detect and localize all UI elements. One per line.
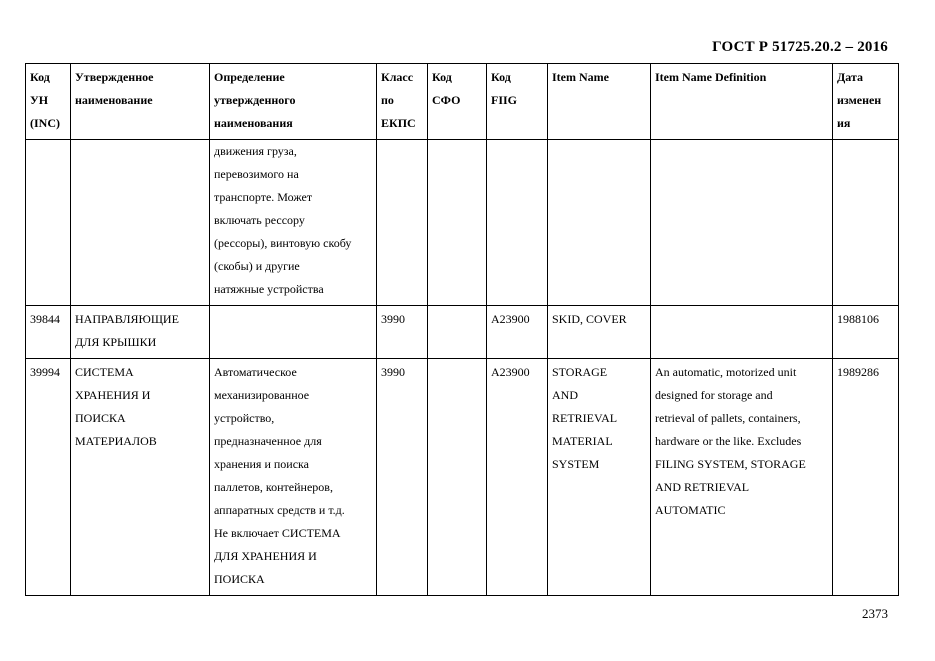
cell-definition: движения груза, перевозимого на транспорте. Может включать рессору (рессоры), винтовую скобу (скобы) и другие натяжные устройства xyxy=(210,140,377,306)
cell-name: НАПРАВЛЯЮЩИЕ ДЛЯ КРЫШКИ xyxy=(71,306,210,359)
cell-class: 3990 xyxy=(377,359,428,596)
document-title: ГОСТ Р 51725.20.2 – 2016 xyxy=(712,39,888,55)
cell-item-definition xyxy=(651,306,833,359)
table-row xyxy=(26,306,899,359)
cell-sfo xyxy=(428,306,487,359)
header-fiig: Код FIIG xyxy=(487,64,548,140)
cell-class: 3990 xyxy=(377,306,428,359)
table-header-row xyxy=(26,64,899,140)
cell-sfo xyxy=(428,140,487,306)
cell-item-definition xyxy=(651,140,833,306)
cell-sfo xyxy=(428,359,487,596)
table-row xyxy=(26,140,899,306)
header-change-date: Дата изменен ия xyxy=(833,64,899,140)
cell-item-name: SKID, COVER xyxy=(548,306,651,359)
header-inc: Код УН (INC) xyxy=(26,64,71,140)
cell-name xyxy=(71,140,210,306)
cell-inc xyxy=(26,140,71,306)
header-item-name-definition: Item Name Definition xyxy=(651,64,833,140)
cell-inc: 39994 xyxy=(26,359,71,596)
cell-item-name: STORAGE AND RETRIEVAL MATERIAL SYSTEM xyxy=(548,359,651,596)
cell-fiig: A23900 xyxy=(487,306,548,359)
cell-inc: 39844 xyxy=(26,306,71,359)
header-item-name: Item Name xyxy=(548,64,651,140)
cell-class xyxy=(377,140,428,306)
header-approved-name: Утвержденное наименование xyxy=(71,64,210,140)
table-row xyxy=(26,359,899,596)
cell-fiig: A23900 xyxy=(487,359,548,596)
header-name-definition-ru: Определение утвержденного наименования xyxy=(210,64,377,140)
cell-item-name xyxy=(548,140,651,306)
cell-definition: Автоматическое механизированное устройство, предназначенное для хранения и поиска паллетов, контейнеров, аппаратных средств и т.д. Не включает СИСТЕМА ДЛЯ ХРАНЕНИЯ И ПОИСКА xyxy=(210,359,377,596)
cell-date xyxy=(833,140,899,306)
cell-name: СИСТЕМА ХРАНЕНИЯ И ПОИСКА МАТЕРИАЛОВ xyxy=(71,359,210,596)
cell-date: 1989286 xyxy=(833,359,899,596)
cell-fiig xyxy=(487,140,548,306)
header-sfo: Код СФО xyxy=(428,64,487,140)
nomenclature-table xyxy=(25,63,899,596)
cell-item-definition: An automatic, motorized unit designed for storage and retrieval of pallets, containers, hardware or the like. Excludes FILING SYSTEM, STORAGE AND RETRIEVAL AUTOMATIC xyxy=(651,359,833,596)
header-class: Класс по ЕКПС xyxy=(377,64,428,140)
page-number: 2373 xyxy=(862,606,888,621)
cell-definition xyxy=(210,306,377,359)
cell-date: 1988106 xyxy=(833,306,899,359)
